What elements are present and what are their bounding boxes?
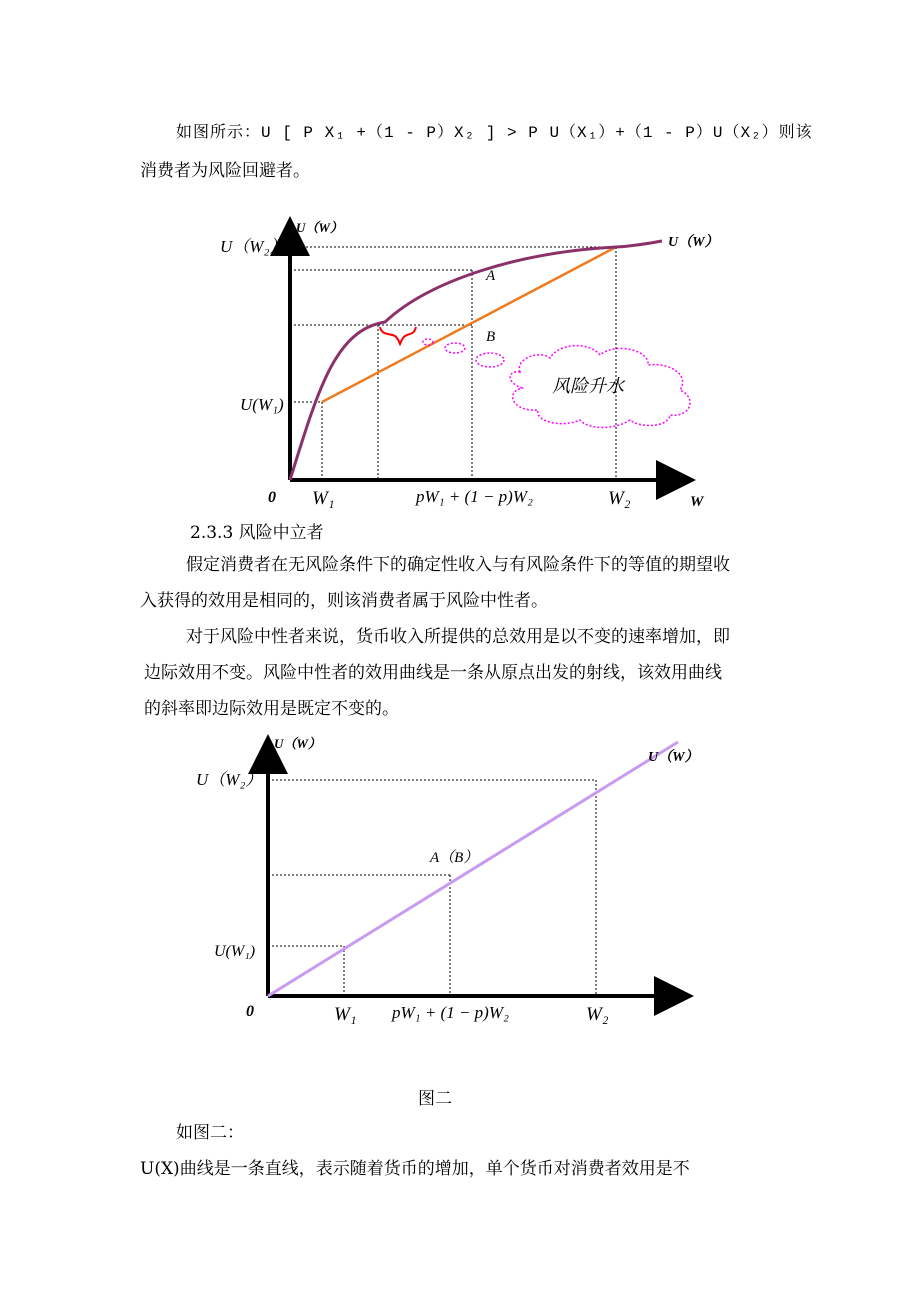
point-ab: A（B） bbox=[430, 850, 479, 866]
p2-line3: 的斜率即边际效用是既定不变的。 bbox=[144, 699, 399, 719]
risk-premium-brace bbox=[380, 327, 416, 344]
tick-uw1: U(W₁) bbox=[214, 943, 256, 960]
p1-line1: 假定消费者在无风险条件下的确定性收入与有风险条件下的等值的期望收 bbox=[186, 555, 730, 575]
x-axis-label: W bbox=[690, 494, 704, 510]
cloud-text: 风险升水 bbox=[552, 376, 624, 396]
origin: 0 bbox=[268, 489, 276, 506]
x-w1: W₁ bbox=[312, 488, 335, 509]
point-a: A bbox=[486, 268, 496, 284]
curve-label: U（W） bbox=[668, 235, 719, 250]
y-axis-label: U（W） bbox=[274, 736, 321, 751]
figure-risk-averse bbox=[0, 210, 920, 520]
x-w2: W₂ bbox=[586, 1004, 609, 1025]
point-b: B bbox=[486, 329, 496, 345]
closing-line1: 如图二： bbox=[176, 1123, 244, 1143]
p1-line2: 入获得的效用是相同的，则该消费者属于风险中性者。 bbox=[140, 591, 548, 611]
x-w2: W₂ bbox=[608, 488, 631, 509]
section-heading: 2.3.3 风险中立者 bbox=[190, 523, 324, 543]
p2-line2: 边际效用不变。风险中性者的效用曲线是一条从原点出发的射线，该效用曲线 bbox=[144, 663, 722, 683]
x-mid: pW₁ + (1 − p)W₂ bbox=[392, 1003, 509, 1022]
guide-lines bbox=[268, 780, 596, 996]
origin: 0 bbox=[246, 1003, 254, 1020]
tick-uw2: U（W₂） bbox=[220, 237, 287, 256]
tick-uw1: U(W₁) bbox=[240, 395, 284, 414]
intro-formula: 如图所示：U [ P X₁ +（1 - P）X₂ ] > P U（X₁）+（1 - P）U（X₂）则该 bbox=[176, 124, 813, 142]
y-axis-label: U（W） bbox=[296, 220, 343, 235]
figure2-caption: 图二 bbox=[418, 1089, 452, 1109]
x-w1: W₁ bbox=[334, 1004, 357, 1025]
closing-line2: U(X)曲线是一条直线，表示随着货币的增加，单个货币对消费者效用是不 bbox=[140, 1159, 690, 1179]
line-label: U（W） bbox=[648, 750, 699, 765]
x-mid: pW₁ + (1 − p)W₂ bbox=[416, 487, 533, 506]
p2-line1: 对于风险中性者来说，货币收入所提供的总效用是以不变的速率增加，即 bbox=[186, 627, 730, 647]
intro-formula-tail: 消费者为风险回避者。 bbox=[140, 161, 310, 181]
figure-risk-neutral bbox=[0, 730, 920, 1040]
tick-uw2: U（W₂） bbox=[196, 770, 263, 789]
